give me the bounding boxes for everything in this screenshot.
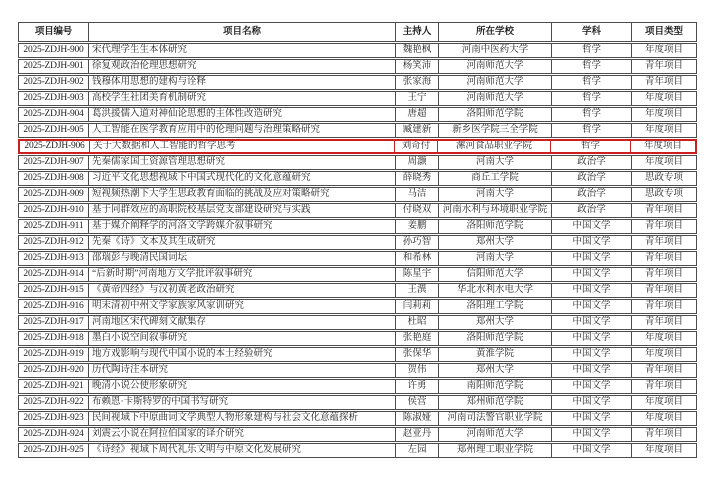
table-row [18, 219, 697, 234]
table-row [18, 363, 697, 378]
leader-cell: 付晓双 [396, 204, 439, 217]
leader-cell: 赵亚丹 [396, 428, 439, 441]
school-cell: 河南水利与环境职业学院 [439, 204, 552, 217]
leader-cell: 杜昭 [396, 316, 439, 329]
highlighted-table-row [18, 139, 697, 154]
school-cell: 新乡医学院三全学院 [439, 124, 552, 137]
leader-cell: 王潩 [396, 284, 439, 297]
project-id-cell: 2025-ZDJH-903 [19, 92, 89, 105]
subject-cell: 哲学 [551, 141, 631, 152]
subject-cell: 哲学 [552, 92, 632, 105]
project-id-cell: 2025-ZDJH-907 [19, 156, 89, 169]
subject-cell: 哲学 [552, 108, 632, 121]
school-cell: 郑州大学 [439, 364, 552, 377]
table-row [18, 203, 697, 218]
project-type-cell: 年度项目 [643, 141, 682, 151]
table-row [18, 107, 697, 122]
table-row [18, 235, 697, 250]
project-title-cell: 徐复观政治伦理思想研究 [89, 60, 396, 73]
project-title-cell: 人工智能在医学教育应用中的伦理问题与治理策略研究 [89, 124, 396, 137]
subject-cell: 中国文学 [552, 300, 632, 313]
project-id-cell: 2025-ZDJH-916 [19, 300, 89, 313]
subject-cell: 中国文学 [552, 332, 632, 345]
header-subject: 学科 [552, 23, 632, 41]
project-title-cell: 邵瑞彭与晚清民国词坛 [89, 252, 396, 265]
leader-cell: 薛晓秀 [396, 172, 439, 185]
school-cell: 南阳师范学院 [439, 380, 552, 393]
project-id-cell: 2025-ZDJH-919 [19, 348, 89, 361]
subject-cell: 中国文学 [552, 364, 632, 377]
leader-cell: 马洁 [396, 188, 439, 201]
school-cell: 河南大学 [439, 156, 552, 169]
school-cell: 河南师范大学 [439, 428, 552, 441]
subject-cell: 哲学 [552, 124, 632, 137]
leader-cell: 侯营 [396, 396, 439, 409]
table-row [18, 379, 697, 394]
school-cell: 漯河食品职业学院 [438, 141, 551, 152]
project-title-cell: 宋代理学生生本体研究 [89, 44, 396, 57]
project-type-cell: 年度项目 [644, 125, 683, 135]
leader-cell: 许勇 [396, 380, 439, 393]
project-id-cell: 2025-ZDJH-925 [19, 444, 89, 457]
project-id-cell: 2025-ZDJH-912 [19, 236, 89, 249]
project-type-cell: 青年项目 [644, 221, 683, 231]
leader-cell: 张艳庭 [396, 332, 439, 345]
leader-cell: 闫莉莉 [396, 300, 439, 313]
leader-cell: 张保华 [396, 348, 439, 361]
project-id-cell: 2025-ZDJH-908 [19, 172, 89, 185]
table-row [18, 267, 697, 282]
subject-cell: 政治学 [552, 188, 632, 201]
subject-cell: 政治学 [552, 172, 632, 185]
project-id-cell: 2025-ZDJH-917 [19, 316, 89, 329]
table-row [18, 155, 697, 170]
project-title-cell: 刘震云小说在阿拉伯国家的译介研究 [89, 428, 396, 441]
project-id-cell: 2025-ZDJH-921 [19, 380, 89, 393]
subject-cell: 哲学 [552, 76, 632, 89]
school-cell: 河南司法警官职业学院 [439, 412, 552, 425]
project-id-cell: 2025-ZDJH-923 [19, 412, 89, 425]
leader-cell: 周灏 [396, 156, 439, 169]
project-type-cell: 青年项目 [644, 205, 683, 215]
table-row [18, 91, 697, 106]
project-type-cell: 青年项目 [644, 77, 683, 87]
project-type-cell: 年度项目 [644, 333, 683, 343]
project-type-cell: 思政专项 [644, 189, 683, 199]
table-row [18, 331, 697, 346]
project-title-cell: 《黄帝四经》与汉初黄老政治研究 [89, 284, 396, 297]
project-title-cell: 钱穆体用思想的建构与诠释 [89, 76, 396, 89]
project-title-cell: 习近平文化思想视域下中国式现代化的文化意蕴研究 [89, 172, 396, 185]
school-cell: 洛阳师范学院 [439, 220, 552, 233]
school-cell: 洛阳师范学院 [439, 332, 552, 345]
project-id-cell: 2025-ZDJH-914 [19, 268, 89, 281]
table-body [18, 43, 697, 458]
project-title-cell: 基于同群效应的高职院校基层党支部建设研究与实践 [89, 204, 396, 217]
school-cell: 洛阳师范学院 [439, 108, 552, 121]
project-title-cell: 河南地区宋代碑刻文献集存 [89, 316, 396, 329]
table-row [18, 59, 697, 74]
table-row [18, 251, 697, 266]
project-title-cell: 短视频热潮下大学生思政教育面临的挑战及应对策略研究 [89, 188, 396, 201]
project-type-cell: 年度项目 [644, 45, 683, 55]
school-cell: 河南大学 [439, 252, 552, 265]
project-title-cell: 先秦儒家国土资源管理思想研究 [89, 156, 396, 169]
project-type-cell: 年度项目 [644, 157, 683, 167]
leader-cell: 陈星宇 [396, 268, 439, 281]
project-title-cell: 明末清初中州文学家族家风家训研究 [89, 300, 396, 313]
table-row [18, 123, 697, 138]
project-title-cell: 关于大数据和人工智能的哲学思考 [90, 141, 395, 152]
subject-cell: 中国文学 [552, 396, 632, 409]
project-id-cell: 2025-ZDJH-924 [19, 428, 89, 441]
project-id-cell: 2025-ZDJH-909 [19, 188, 89, 201]
header-project-type: 项目类型 [644, 27, 683, 37]
project-type-cell: 青年项目 [644, 317, 683, 327]
table-row [18, 443, 697, 458]
school-cell: 郑州理工职业学院 [439, 444, 552, 457]
leader-cell: 魏艳枫 [396, 44, 439, 57]
school-cell: 郑州大学 [439, 236, 552, 249]
project-title-cell: 布赖恩·卡斯特罗的中国书写研究 [89, 396, 396, 409]
project-title-cell: 历代陶诗注本研究 [89, 364, 396, 377]
leader-cell: 贺伟 [396, 364, 439, 377]
subject-cell: 中国文学 [552, 268, 632, 281]
project-title-cell: 墨白小说空间叙事研究 [89, 332, 396, 345]
project-title-cell: 《诗经》视域下周代礼乐文明与中原文化发展研究 [89, 444, 396, 457]
project-id-cell: 2025-ZDJH-904 [19, 108, 89, 121]
project-type-cell: 青年项目 [644, 429, 683, 439]
header-school: 所在学校 [439, 23, 552, 41]
school-cell: 黄淮学院 [439, 348, 552, 361]
leader-cell: 姜鹏 [396, 220, 439, 233]
leader-cell: 和希林 [396, 252, 439, 265]
school-cell: 郑州大学 [439, 316, 552, 329]
project-title-cell: 晚清小说公使形象研究 [89, 380, 396, 393]
subject-cell: 中国文学 [552, 284, 632, 297]
project-type-cell: 青年项目 [644, 237, 683, 247]
project-id-cell: 2025-ZDJH-901 [19, 60, 89, 73]
subject-cell: 政治学 [552, 204, 632, 217]
table-row [18, 427, 697, 442]
project-type-cell: 青年项目 [644, 61, 683, 71]
leader-cell: 唐超 [396, 108, 439, 121]
table-row [18, 315, 697, 330]
header-project-title: 项目名称 [89, 23, 396, 41]
project-id-cell: 2025-ZDJH-920 [19, 364, 89, 377]
project-id-cell: 2025-ZDJH-915 [19, 284, 89, 297]
table-row [18, 395, 697, 410]
project-id-cell: 2025-ZDJH-913 [19, 252, 89, 265]
subject-cell: 中国文学 [552, 428, 632, 441]
project-type-cell: 年度项目 [644, 397, 683, 407]
project-title-cell: 民间视域下中原曲词文学典型人物形象建构与社会文化意蕴探析 [89, 412, 396, 425]
project-type-cell: 青年项目 [644, 253, 683, 263]
header-leader: 主持人 [396, 23, 439, 41]
project-type-cell: 青年项目 [644, 365, 683, 375]
project-id-cell: 2025-ZDJH-910 [19, 204, 89, 217]
school-cell: 商丘工学院 [439, 172, 552, 185]
school-cell: 华北水利水电大学 [439, 284, 552, 297]
project-id-cell: 2025-ZDJH-911 [19, 220, 89, 233]
leader-cell: 孙巧智 [396, 236, 439, 249]
table-row [18, 299, 697, 314]
project-type-cell: 年度项目 [644, 349, 683, 359]
projects-table [18, 22, 697, 459]
subject-cell: 政治学 [552, 156, 632, 169]
subject-cell: 中国文学 [552, 220, 632, 233]
subject-cell: 中国文学 [552, 348, 632, 361]
project-id-cell: 2025-ZDJH-905 [19, 124, 89, 137]
leader-cell: 王宁 [396, 92, 439, 105]
project-title-cell: 先秦《诗》文本及其生成研究 [89, 236, 396, 249]
table-row [18, 187, 697, 202]
project-id-cell: 2025-ZDJH-902 [19, 76, 89, 89]
school-cell: 河南师范大学 [439, 92, 552, 105]
table-row [18, 411, 697, 426]
project-type-cell: 年度项目 [644, 413, 683, 423]
project-type-cell: 青年项目 [644, 269, 683, 279]
school-cell: 信阳师范大学 [439, 268, 552, 281]
project-title-cell: 葛洪援儒入道对神仙论思想的主体性改造研究 [89, 108, 396, 121]
school-cell: 河南师范大学 [439, 76, 552, 89]
project-type-cell: 青年项目 [644, 381, 683, 391]
project-id-cell: 2025-ZDJH-906 [20, 141, 90, 152]
subject-cell: 中国文学 [552, 412, 632, 425]
leader-cell: 臧建新 [396, 124, 439, 137]
project-title-cell: 高校学生社团美育机制研究 [89, 92, 396, 105]
subject-cell: 中国文学 [552, 236, 632, 249]
project-id-cell: 2025-ZDJH-918 [19, 332, 89, 345]
subject-cell: 中国文学 [552, 316, 632, 329]
project-type-cell: 年度项目 [644, 109, 683, 119]
table-row [18, 75, 697, 90]
project-title-cell: 地方戏影响与现代中国小说的本土经验研究 [89, 348, 396, 361]
header-project-id: 项目编号 [19, 23, 89, 41]
project-type-cell: 年度项目 [644, 445, 683, 455]
leader-cell: 张家海 [396, 76, 439, 89]
project-title-cell: 基于媒介阐释学的河洛文学跨媒介叙事研究 [89, 220, 396, 233]
subject-cell: 中国文学 [552, 380, 632, 393]
table-row [18, 43, 697, 58]
project-id-cell: 2025-ZDJH-922 [19, 396, 89, 409]
table-row [18, 283, 697, 298]
project-type-cell: 年度项目 [644, 93, 683, 103]
table-row [18, 171, 697, 186]
project-type-cell: 青年项目 [644, 285, 683, 295]
table-header-row [18, 22, 697, 42]
leader-cell: 杨笑沛 [396, 60, 439, 73]
school-cell: 郑州师范学院 [439, 396, 552, 409]
subject-cell: 哲学 [552, 44, 632, 57]
school-cell: 河南中医药大学 [439, 44, 552, 57]
subject-cell: 中国文学 [552, 252, 632, 265]
school-cell: 洛阳理工学院 [439, 300, 552, 313]
leader-cell: 陈淑娅 [396, 412, 439, 425]
project-type-cell: 思政专项 [644, 173, 683, 183]
leader-cell: 刘奇付 [395, 141, 438, 152]
project-title-cell: “后新时期”河南地方文学批评叙事研究 [89, 268, 396, 281]
leader-cell: 左园 [396, 444, 439, 457]
project-id-cell: 2025-ZDJH-900 [19, 44, 89, 57]
school-cell: 河南师范大学 [439, 60, 552, 73]
project-type-cell: 青年项目 [644, 301, 683, 311]
table-row [18, 347, 697, 362]
subject-cell: 中国文学 [552, 444, 632, 457]
school-cell: 河南大学 [439, 188, 552, 201]
subject-cell: 哲学 [552, 60, 632, 73]
